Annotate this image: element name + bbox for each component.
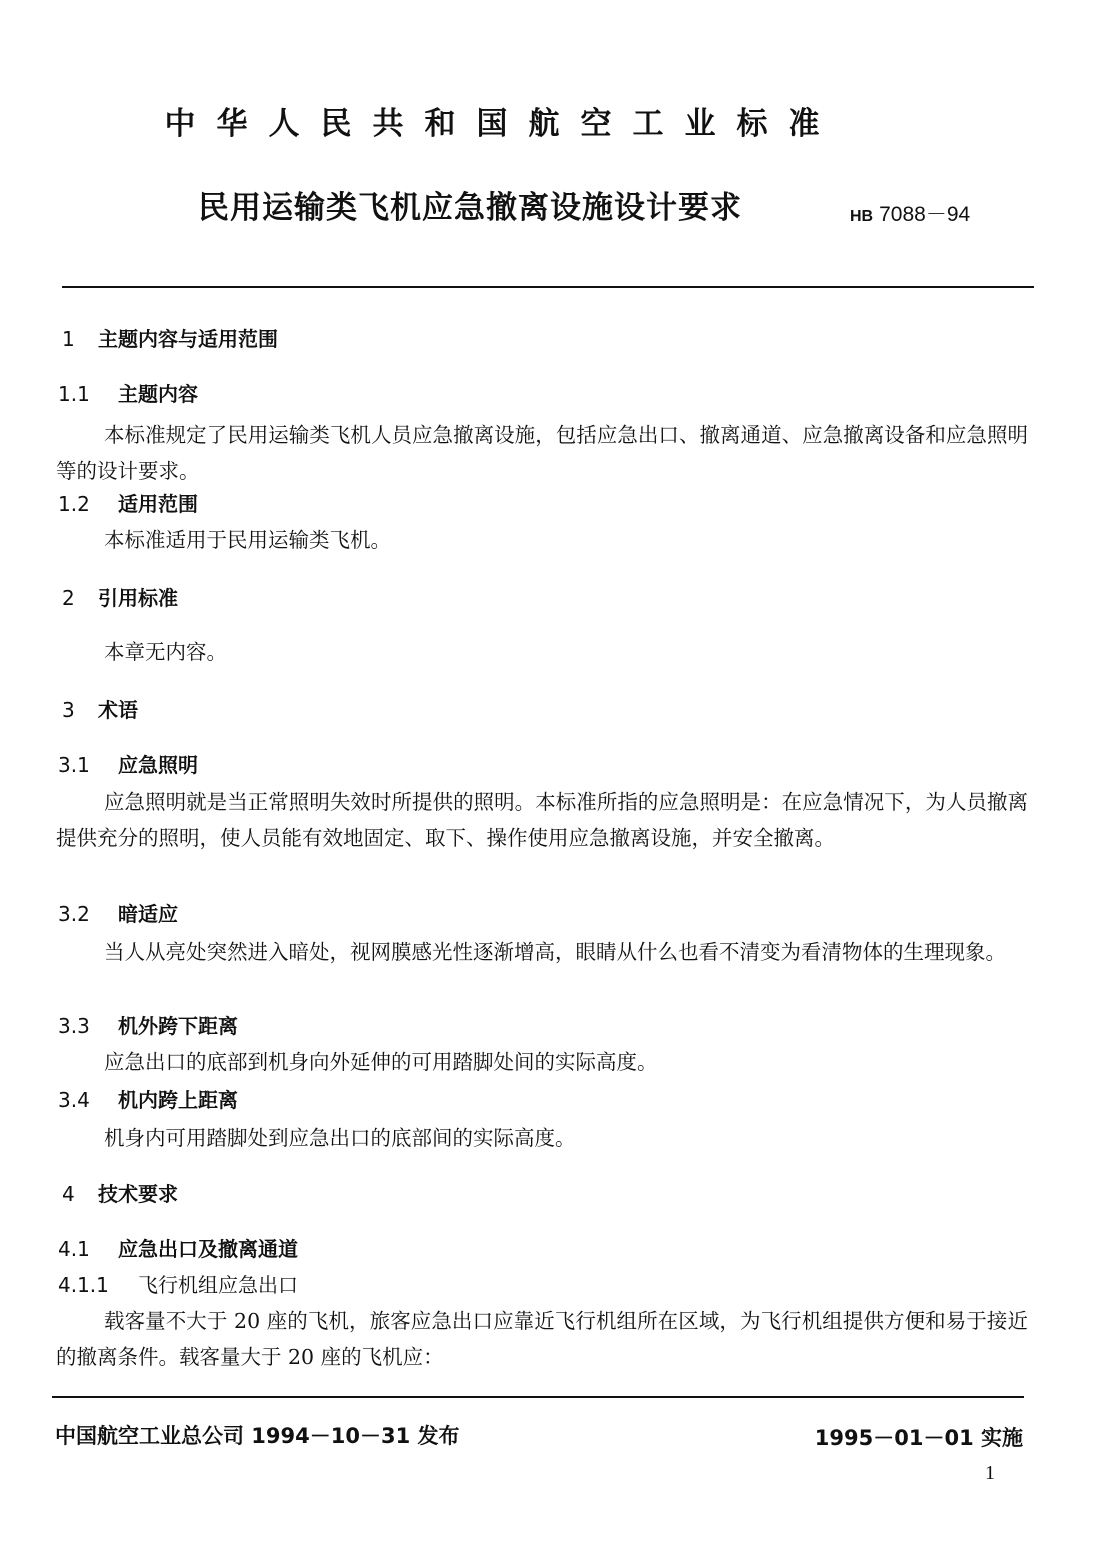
section-4-1-1-heading <box>58 1269 298 1298</box>
section-3-3-heading <box>58 1010 238 1039</box>
section-4-heading <box>62 1178 178 1207</box>
section-title: 引用标准 <box>98 586 178 610</box>
section-number: 3 <box>62 698 75 722</box>
section-3-4-text: 机身内可用踏脚处到应急出口的底部间的实际高度。 <box>104 1126 576 1150</box>
section-title: 暗适应 <box>118 902 178 926</box>
section-number: 4 <box>62 1182 75 1206</box>
section-2-text: 本章无内容。 <box>104 640 227 664</box>
section-1-1-text: 本标准规定了民用运输类飞机人员应急撤离设施，包括应急出口、撤离通道、应急撤离设备和应急照明等的设计要求。 <box>56 423 1028 483</box>
document-title: 民用运输类飞机应急撤离设施设计要求 <box>198 190 742 226</box>
section-number: 1 <box>62 327 75 351</box>
section-3-1-text: 应急照明就是当正常照明失效时所提供的照明。本标准所指的应急照明是：在应急情况下，为人员撤离提供充分的照明，使人员能有效地固定、取下、操作使用应急撤离设施，并安全撤离。 <box>56 790 1028 850</box>
section-number: 1.2 <box>58 492 90 516</box>
section-number: 2 <box>62 586 75 610</box>
footer-divider <box>52 1396 1024 1398</box>
section-number: 3.1 <box>58 753 90 777</box>
issuer-date: 中国航空工业总公司 1994－10－31 发布 <box>55 1424 460 1448</box>
section-2-heading <box>62 582 178 611</box>
org-standard-header: 中华人民共和国航空工业标准 <box>164 106 841 142</box>
section-title: 飞行机组应急出口 <box>138 1273 298 1297</box>
effective-date: 1995－01－01 实施 <box>814 1426 1023 1450</box>
section-number: 1.1 <box>58 382 90 406</box>
section-number: 4.1.1 <box>58 1273 109 1297</box>
section-number: 4.1 <box>58 1237 90 1261</box>
section-3-1-heading <box>58 749 198 778</box>
section-3-2-text: 当人从亮处突然进入暗处，视网膜感光性逐渐增高，眼睛从什么也看不清变为看清物体的生理现象。 <box>104 940 1006 964</box>
section-title: 应急照明 <box>118 753 198 777</box>
section-title: 适用范围 <box>118 492 198 516</box>
section-number: 3.4 <box>58 1088 90 1112</box>
section-3-3-text: 应急出口的底部到机身向外延伸的可用踏脚处间的实际高度。 <box>104 1050 658 1074</box>
section-3-4-heading <box>58 1084 238 1113</box>
standard-code-number: 7088－94 <box>879 203 971 226</box>
standard-code-prefix: HB <box>850 208 874 225</box>
section-title: 应急出口及撤离通道 <box>118 1237 298 1261</box>
section-title: 主题内容 <box>118 382 198 406</box>
section-4-1-1-text: 载客量不大于 20 座的飞机，旅客应急出口应靠近飞行机组所在区域，为飞行机组提供方便和易于接近的撤离条件。载客量大于 20 座的飞机应： <box>56 1309 1028 1369</box>
section-3-2-heading <box>58 898 178 927</box>
section-title: 技术要求 <box>98 1182 178 1206</box>
header-divider <box>62 286 1034 288</box>
section-number: 3.2 <box>58 902 90 926</box>
section-title: 主题内容与适用范围 <box>98 327 278 351</box>
section-number: 3.3 <box>58 1014 90 1038</box>
section-1-2-heading <box>58 488 198 517</box>
section-4-1-heading <box>58 1233 298 1262</box>
section-title: 机外跨下距离 <box>118 1014 238 1038</box>
standard-code <box>850 198 970 228</box>
section-1-2-text: 本标准适用于民用运输类飞机。 <box>104 528 391 552</box>
section-3-heading <box>62 694 138 723</box>
section-1-heading <box>62 323 278 352</box>
section-1-1-heading <box>58 378 198 407</box>
section-title: 术语 <box>98 698 138 722</box>
section-title: 机内跨上距离 <box>118 1088 238 1112</box>
page-number: 1 <box>985 1462 995 1484</box>
